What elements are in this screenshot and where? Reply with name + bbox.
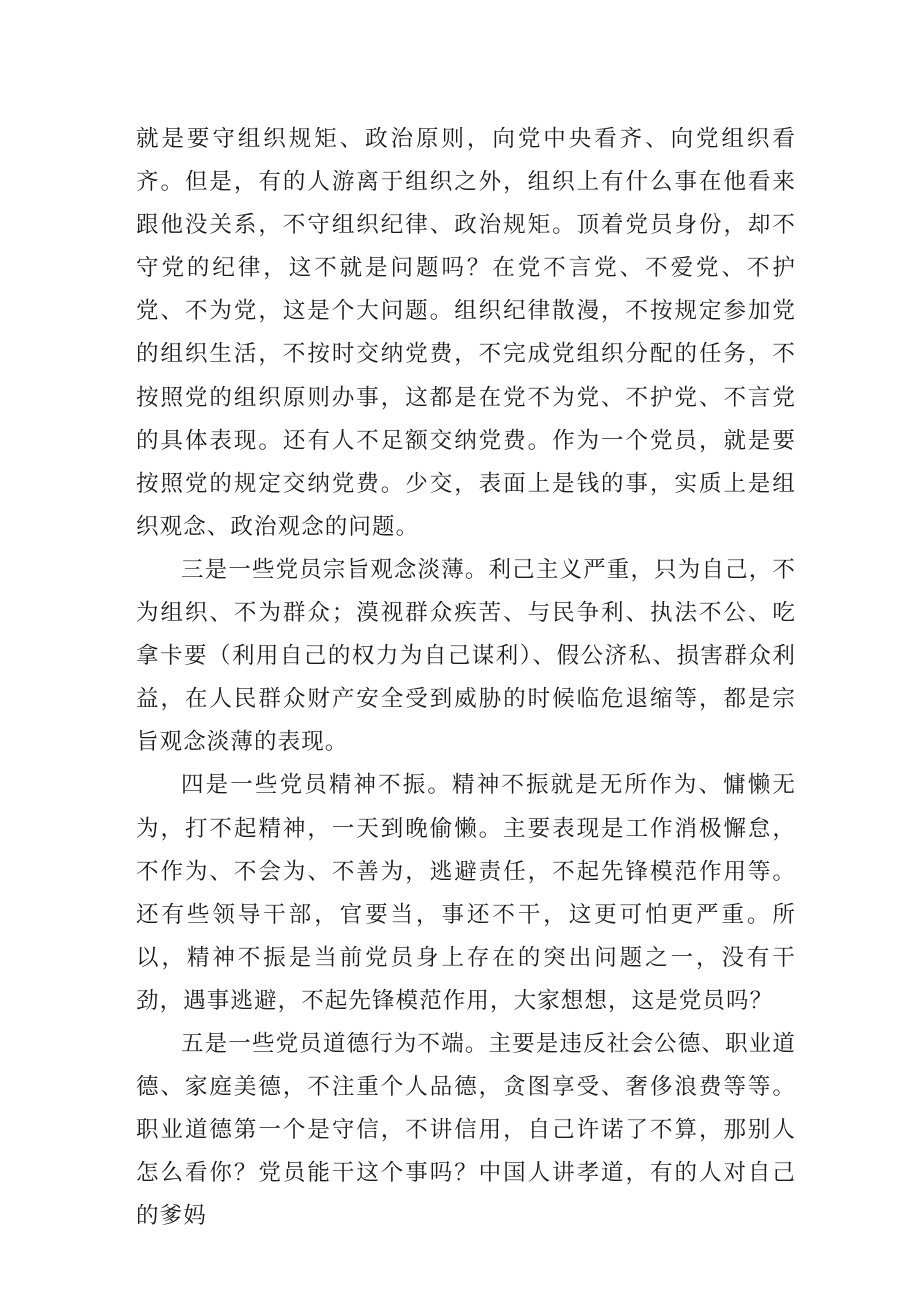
paragraph-organization-discipline: 就是要守组织规矩、政治原则，向党中央看齐、向党组织看齐。但是，有的人游离于组织之外，组织上有什么事在他看来跟他没关系，不守组织纪律、政治规矩。顶着党员身份，却不守党的纪律，这不就是问题吗？在党不言党、不爱党、不护党、不为党，这是个大问题。组织纪律散漫，不按规定参加党的组织生活，不按时交纳党费，不完成党组织分配的任务，不按照党的组织原则办事，这都是在党不为党、不护党、不言党的具体表现。还有人不足额交纳党费。作为一个党员，就是要按照党的规定交纳党费。少交，表面上是钱的事，实质上是组织观念、政治观念的问题。 — [136, 126, 796, 540]
document-body — [136, 118, 796, 1238]
paragraph-moral-conduct: 五是一些党员道德行为不端。主要是违反社会公德、职业道德、家庭美德，不注重个人品德，贪图享受、奢侈浪费等等。职业道德第一个是守信，不讲信用，自己许诺了不算，那别人怎么看你？党员能干这个事吗？中国人讲孝道，有的人对自己的爹妈 — [136, 1030, 796, 1230]
paragraph-purpose-awareness: 三是一些党员宗旨观念淡薄。利己主义严重，只为自己，不为组织、不为群众；漠视群众疾苦、与民争利、执法不公、吃拿卡要（利用自己的权力为自己谋利）、假公济私、损害群众利益，在人民群众财产安全受到威胁的时候临危退缩等，都是宗旨观念淡薄的表现。 — [136, 556, 796, 756]
paragraph-spirit-lacking: 四是一些党员精神不振。精神不振就是无所作为、慵懒无为，打不起精神，一天到晚偷懒。主要表现是工作消极懈怠，不作为、不会为、不善为，逃避责任，不起先锋模范作用等。还有些领导干部，官要当，事还不干，这更可怕更严重。所以，精神不振是当前党员身上存在的突出问题之一，没有干劲，遇事逃避，不起先锋模范作用，大家想想，这是党员吗？ — [136, 772, 796, 1014]
